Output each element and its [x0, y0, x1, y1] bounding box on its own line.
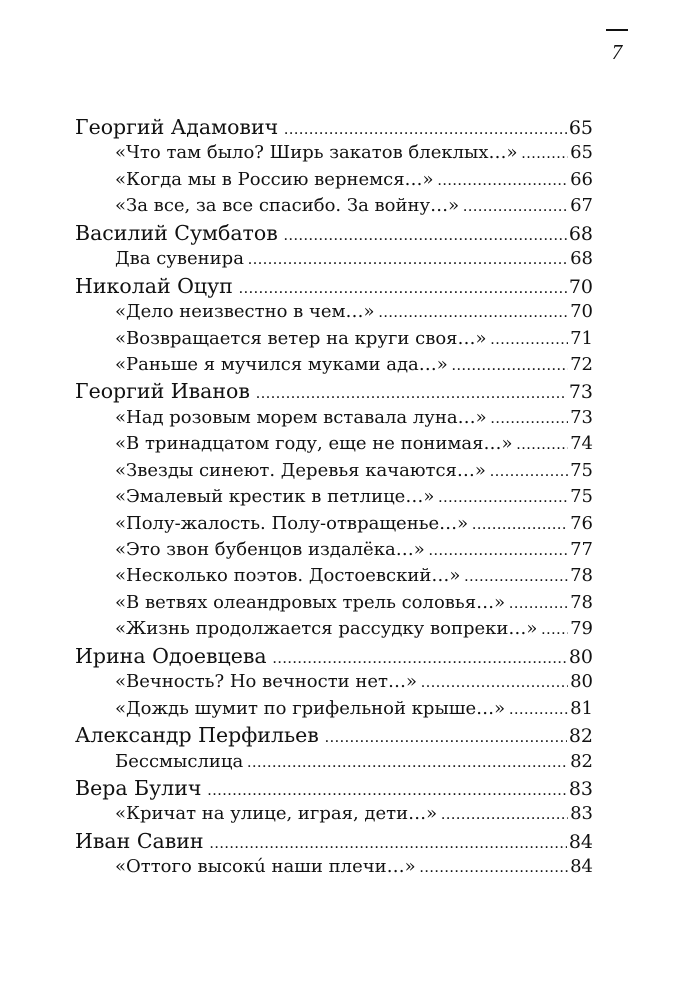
toc-dot-leader — [284, 223, 567, 249]
toc-dot-leader — [522, 141, 569, 167]
toc-entry-title: «Над розовым морем вставала луна…» — [115, 406, 487, 428]
toc-dot-leader — [420, 855, 568, 881]
toc-dot-leader — [248, 247, 568, 273]
toc-entry-page: 78 — [570, 565, 593, 587]
toc-poem-entry — [75, 854, 593, 880]
toc-dot-leader — [247, 750, 568, 776]
toc-poem-entry — [75, 193, 593, 219]
toc-entry-title: «Вечность? Но вечности нет…» — [115, 671, 417, 693]
toc-entry-title: Иван Савин — [75, 828, 204, 853]
toc-dot-leader — [379, 300, 569, 326]
toc-dot-leader — [463, 194, 568, 220]
toc-entry-title: Ирина Одоевцева — [75, 643, 267, 668]
toc-entry-page: 79 — [570, 618, 593, 640]
toc-entry-page: 72 — [570, 353, 593, 375]
toc-dot-leader — [452, 353, 568, 379]
toc-poem-entry — [75, 749, 593, 775]
toc-dot-leader — [464, 564, 568, 590]
toc-dot-leader — [438, 485, 568, 511]
toc-entry-page: 67 — [570, 195, 593, 217]
toc-poem-entry — [75, 563, 593, 589]
toc-entry-title: Георгий Адамович — [75, 115, 279, 139]
toc-entry-title: «Это звон бубенцов издалёка…» — [115, 539, 425, 560]
toc-entry-page: 77 — [570, 539, 593, 560]
toc-entry-title: Георгий Иванов — [75, 379, 250, 404]
toc-entry-page: 81 — [570, 697, 593, 719]
toc-author-entry — [75, 775, 593, 801]
toc-dot-leader — [421, 670, 568, 696]
toc-author-entry — [75, 114, 593, 140]
page-number: 7 — [611, 40, 623, 64]
toc-dot-leader — [509, 591, 568, 617]
toc-entry-title: «В ветвях олеандровых трель соловья…» — [115, 591, 506, 613]
toc-entry-page: 80 — [568, 645, 593, 668]
toc-entry-title: Два сувенира — [115, 248, 244, 270]
toc-entry-title: «Когда мы в Россию вернемся…» — [115, 168, 434, 190]
toc-poem-entry — [75, 140, 593, 166]
toc-entry-page: 83 — [568, 777, 593, 800]
toc-author-entry — [75, 643, 593, 669]
toc-entry-page: 68 — [570, 248, 593, 270]
toc-poem-entry — [75, 616, 593, 642]
toc-entry-page: 70 — [568, 275, 593, 298]
toc-author-entry — [75, 273, 593, 299]
toc-poem-entry — [75, 458, 593, 484]
toc-poem-entry — [75, 537, 593, 563]
toc-entry-page: 68 — [568, 222, 593, 245]
toc-entry-page: 74 — [570, 433, 593, 455]
toc-author-entry — [75, 828, 593, 854]
toc-entry-title: «За все, за все спасибо. За войну…» — [115, 195, 460, 217]
toc-entry-page: 84 — [568, 830, 593, 853]
toc-entry-page: 73 — [568, 381, 593, 404]
toc-poem-entry — [75, 669, 593, 695]
toc-entry-page: 66 — [570, 168, 593, 190]
toc-dot-leader — [517, 432, 569, 458]
toc-dot-leader — [438, 168, 569, 194]
toc-entry-page: 84 — [570, 856, 593, 878]
toc-entry-title: «Оттого высокú наши плечи…» — [115, 856, 416, 878]
toc-poem-entry — [75, 405, 593, 431]
toc-poem-entry — [75, 326, 593, 352]
toc-entry-page: 82 — [568, 725, 593, 748]
toc-author-entry — [75, 378, 593, 404]
toc-entry-title: «Дело неизвестно в чем…» — [115, 301, 375, 323]
toc-entry-title: «Жизнь продолжается рассудку вопреки…» — [115, 618, 538, 640]
toc-poem-entry — [75, 696, 593, 722]
toc-entry-title: «Звезды синеют. Деревья качаются…» — [115, 459, 486, 481]
toc-dot-leader — [491, 406, 568, 432]
table-of-contents — [75, 114, 593, 881]
toc-entry-title: Александр Перфильев — [75, 723, 319, 748]
toc-dot-leader — [509, 697, 568, 723]
toc-entry-page: 83 — [570, 803, 593, 825]
toc-poem-entry — [75, 484, 593, 510]
toc-entry-page: 80 — [570, 671, 593, 693]
toc-entry-title: «Раньше я мучился муками ада…» — [115, 353, 448, 375]
toc-entry-page: 65 — [568, 117, 593, 139]
toc-poem-entry — [75, 590, 593, 616]
toc-entry-title: Николай Оцуп — [75, 273, 233, 298]
toc-entry-title: «Кричат на улице, играя, дети…» — [115, 803, 438, 825]
toc-entry-title: «В тринадцатом году, еще не понимая…» — [115, 433, 513, 455]
toc-poem-entry — [75, 352, 593, 378]
toc-entry-page: 78 — [570, 591, 593, 613]
toc-entry-page: 71 — [570, 327, 593, 349]
toc-entry-page: 76 — [570, 512, 593, 534]
toc-poem-entry — [75, 431, 593, 457]
toc-poem-entry — [75, 801, 593, 827]
toc-entry-page: 82 — [570, 750, 593, 772]
toc-dot-leader — [441, 802, 568, 828]
toc-author-entry — [75, 220, 593, 246]
toc-entry-title: Бессмыслица — [115, 750, 244, 772]
toc-poem-entry — [75, 299, 593, 325]
toc-dot-leader — [491, 327, 569, 353]
toc-entry-page: 75 — [570, 459, 593, 481]
toc-entry-title: «Полу-жалость. Полу-отвращенье…» — [115, 512, 469, 534]
toc-entry-title: «Возвращается ветер на круги своя…» — [115, 327, 487, 349]
toc-entry-title: «Несколько поэтов. Достоевский…» — [115, 565, 461, 587]
toc-entry-page: 75 — [570, 486, 593, 508]
toc-poem-entry — [75, 167, 593, 193]
toc-entry-title: Василий Сумбатов — [75, 220, 278, 245]
toc-poem-entry — [75, 246, 593, 272]
toc-dot-leader — [429, 538, 568, 564]
toc-dot-leader — [490, 459, 568, 485]
toc-entry-page: 65 — [570, 142, 593, 164]
toc-entry-page: 70 — [570, 301, 593, 323]
toc-dot-leader — [472, 512, 568, 538]
header-rule — [606, 29, 628, 31]
toc-entry-title: «Что там было? Ширь закатов блеклых…» — [115, 142, 518, 164]
toc-dot-leader — [325, 725, 567, 751]
toc-author-entry — [75, 722, 593, 748]
toc-entry-title: «Дождь шумит по грифельной крыше…» — [115, 697, 506, 719]
toc-entry-page: 73 — [570, 406, 593, 428]
toc-entry-title: Вера Булич — [75, 775, 202, 800]
toc-poem-entry — [75, 511, 593, 537]
toc-entry-title: «Эмалевый крестик в петлице…» — [115, 486, 435, 508]
toc-dot-leader — [541, 617, 568, 643]
